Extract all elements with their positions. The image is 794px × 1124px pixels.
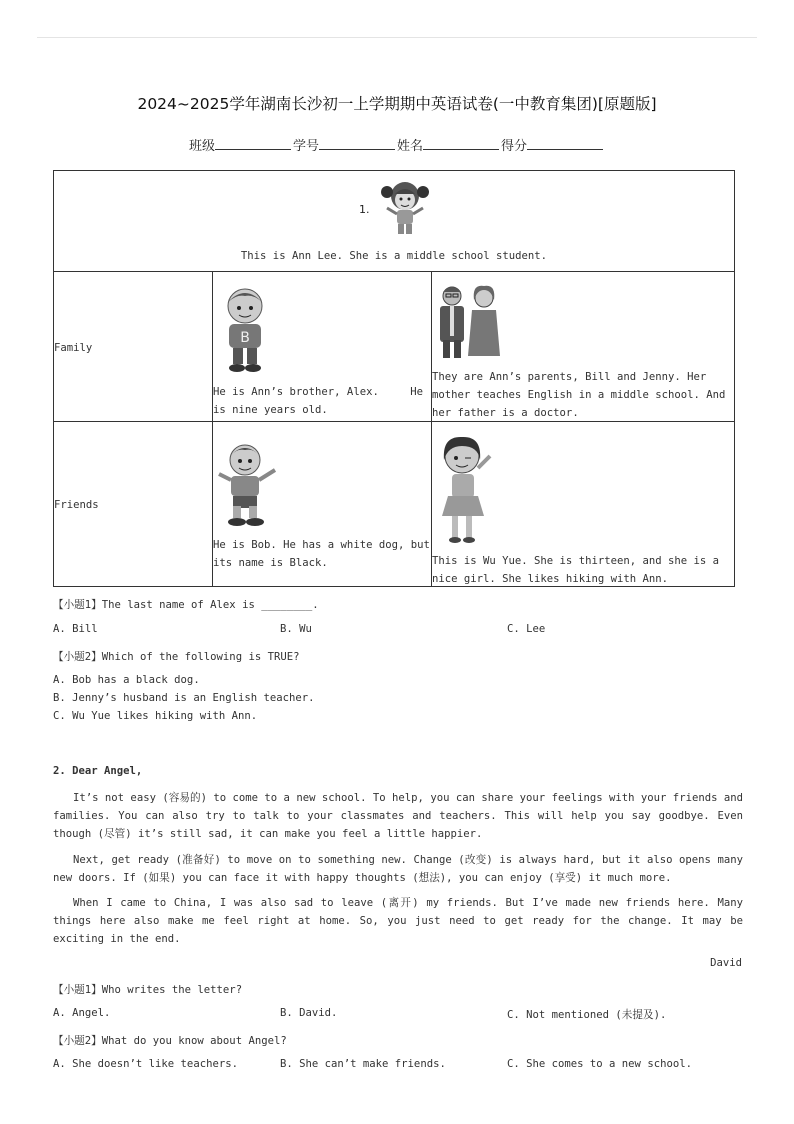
bob-text: He is Bob. He has a white dog, but its name is Black. (213, 539, 430, 569)
top-rule (37, 37, 757, 38)
q1-sub2-prompt: 【小题2】Which of the following is TRUE? (53, 651, 300, 663)
q1-sub1-option-a[interactable]: A. Bill (53, 623, 98, 635)
q2-signature: David (710, 957, 742, 969)
q2-heading: 2. Dear Angel, (53, 765, 143, 777)
parents-cell (432, 272, 735, 422)
alex-illustration (215, 284, 275, 374)
wu-yue-text: This is Wu Yue. She is thirteen, and she is a nice girl. She likes hiking with Ann. (432, 555, 720, 585)
q1-sub2-option-c[interactable]: C. Wu Yue likes hiking with Ann. (53, 710, 258, 722)
q1-sub1-option-b[interactable]: B. Wu (280, 623, 312, 635)
alex-text (213, 383, 431, 419)
score-blank[interactable] (527, 137, 603, 150)
class-label: 班级 (188, 139, 215, 154)
q1-sub1-option-c[interactable]: C. Lee (507, 623, 546, 635)
q2-paragraph-3: When I came to China, I was also sad to leave (离开) my friends. But I’ve made new friends here. Many things here also make me feel right at home. So, you just need to get ready for the change. It may be exciting in the end. (53, 897, 743, 946)
name-label: 姓名 (397, 139, 424, 154)
parents-text: They are Ann’s parents, Bill and Jenny. Her mother teaches English in a middle school. And her father is a doctor. (432, 371, 726, 419)
page-title: 2024~2025学年湖南长沙初一上学期期中英语试卷(一中教育集团)[原题版] (137, 95, 657, 113)
family-label: Family (54, 342, 93, 354)
q2-sub1-option-b[interactable]: B. David. (280, 1007, 338, 1019)
alex-text-line2: is nine years old. (213, 404, 328, 416)
q1-sub2-option-b[interactable]: B. Jenny’s husband is an English teacher. (53, 692, 315, 704)
friends-label: Friends (54, 499, 99, 511)
q1-intro-cell (54, 171, 735, 272)
q1-intro-text: This is Ann Lee. She is a middle school student. (240, 250, 548, 262)
alex-cell (213, 272, 432, 422)
family-label-cell (54, 272, 213, 422)
alex-text-line1: He is Ann’s brother, Alex. (213, 386, 379, 398)
q1-info-table (53, 170, 735, 587)
q2-paragraph-2: Next, get ready (准备好) to move on to something new. Change (改变) is always hard, but it also opens many new doors. If (如果) you can face it with happy thoughts (想法), you can enjoy (享受) it much more. (53, 854, 743, 885)
q1-sub1-prompt: 【小题1】The last name of Alex is ________. (53, 599, 319, 611)
q2-sub2-option-c[interactable]: C. She comes to a new school. (507, 1058, 692, 1070)
q1-sub2-option-a[interactable]: A. Bob has a black dog. (53, 674, 200, 686)
q2-sub1-prompt: 【小题1】Who writes the letter? (53, 984, 243, 996)
student-info-line (0, 135, 794, 154)
wu-yue-cell (432, 422, 735, 587)
q1-number: 1. (359, 203, 370, 216)
bob-cell (213, 422, 432, 587)
svg-text:B: B (240, 330, 250, 346)
bob-illustration (213, 440, 279, 528)
q2-sub2-option-b[interactable]: B. She can’t make friends. (280, 1058, 446, 1070)
student-id-blank[interactable] (319, 137, 395, 150)
alex-text-line1-tail: He (410, 386, 423, 398)
wu-yue-illustration (434, 434, 496, 546)
q2-sub1-option-c[interactable]: C. Not mentioned (未提及). (507, 1009, 667, 1021)
ann-lee-illustration (377, 178, 433, 238)
q2-paragraph-1: It’s not easy (容易的) to come to a new school. To help, you can share your feelings with your friends and families. You can also try to talk to your classmates and teachers. This will help you say goodbye. Even though (尽管) it’s still sad, it can make you feel a little happier. (53, 792, 743, 841)
parents-illustration (434, 282, 504, 360)
q2-sub1-option-a[interactable]: A. Angel. (53, 1007, 111, 1019)
q2-sub2-prompt: 【小题2】What do you know about Angel? (53, 1035, 287, 1047)
friends-label-cell (54, 422, 213, 587)
score-label: 得分 (501, 139, 528, 154)
student-id-label: 学号 (292, 139, 319, 154)
name-blank[interactable] (423, 137, 499, 150)
q2-sub2-option-a[interactable]: A. She doesn’t like teachers. (53, 1058, 238, 1070)
class-blank[interactable] (215, 137, 291, 150)
